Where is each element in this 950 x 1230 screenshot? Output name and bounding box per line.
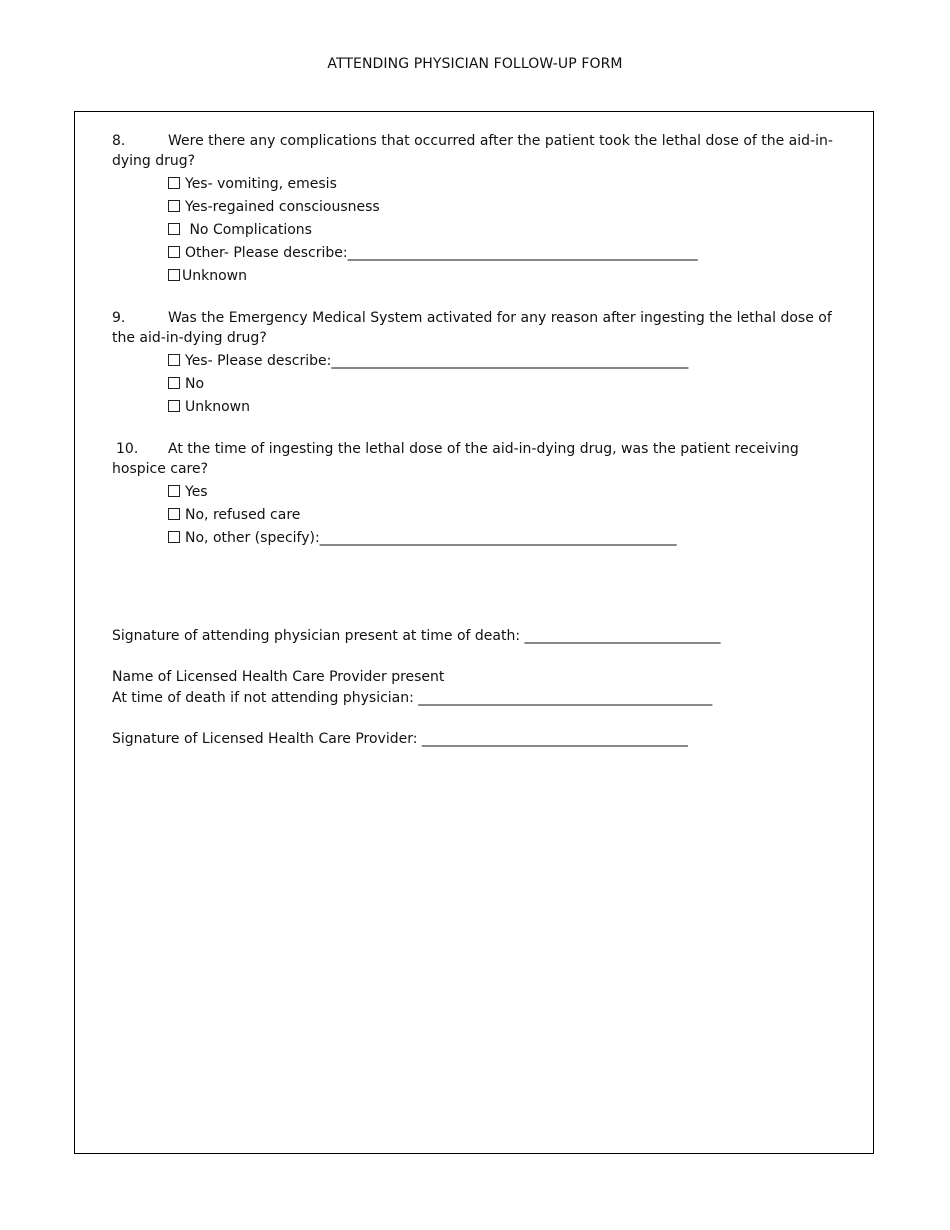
spacer bbox=[112, 647, 837, 667]
checkbox-icon[interactable] bbox=[168, 400, 180, 412]
checkbox-icon[interactable] bbox=[168, 177, 180, 189]
checkbox-icon[interactable] bbox=[168, 200, 180, 212]
option-label: No Complications bbox=[185, 222, 312, 238]
option-q9-no[interactable] bbox=[168, 373, 837, 396]
option-label: Other- Please describe:__________________________________________________ bbox=[185, 245, 698, 261]
checkbox-icon[interactable] bbox=[168, 354, 180, 366]
question-8-number: 8. bbox=[112, 133, 126, 149]
question-9-options bbox=[168, 350, 837, 419]
option-label: Unknown bbox=[182, 268, 247, 284]
page-title: ATTENDING PHYSICIAN FOLLOW-UP FORM bbox=[327, 56, 623, 72]
attending-signature-line[interactable]: Signature of attending physician present at time of death: ____________________________ bbox=[112, 628, 721, 644]
option-label: Yes bbox=[185, 484, 208, 500]
option-q8-vomiting[interactable] bbox=[168, 173, 837, 196]
provider-signature-line[interactable]: Signature of Licensed Health Care Provider: ______________________________________ bbox=[112, 731, 688, 747]
spacer bbox=[112, 550, 837, 626]
option-q10-refused-care[interactable] bbox=[168, 504, 837, 527]
option-q10-other[interactable] bbox=[168, 527, 837, 550]
checkbox-icon[interactable] bbox=[168, 508, 180, 520]
option-label: Unknown bbox=[185, 399, 250, 415]
spacer bbox=[112, 419, 837, 439]
question-9 bbox=[112, 308, 837, 419]
option-q10-yes[interactable] bbox=[168, 481, 837, 504]
checkbox-icon[interactable] bbox=[168, 269, 180, 281]
question-8-text bbox=[112, 131, 837, 171]
option-q8-regained-consciousness[interactable] bbox=[168, 196, 837, 219]
provider-name-label: Name of Licensed Health Care Provider present bbox=[112, 669, 445, 685]
option-label: Yes-regained consciousness bbox=[185, 199, 380, 215]
checkbox-icon[interactable] bbox=[168, 377, 180, 389]
spacer bbox=[112, 288, 837, 308]
option-q8-other[interactable] bbox=[168, 242, 837, 265]
question-10 bbox=[112, 439, 837, 550]
option-label: No, refused care bbox=[185, 507, 301, 523]
checkbox-icon[interactable] bbox=[168, 223, 180, 235]
question-10-number: 10. bbox=[116, 441, 139, 457]
question-8-label: Were there any complications that occurred after the patient took the lethal dose of the aid-in-dying drug? bbox=[112, 133, 833, 169]
option-label: No bbox=[185, 376, 205, 392]
option-q8-no-complications[interactable] bbox=[168, 219, 837, 242]
option-label: Yes- vomiting, emesis bbox=[185, 176, 337, 192]
checkbox-icon[interactable] bbox=[168, 485, 180, 497]
option-label: No, other (specify):___________________________________________________ bbox=[185, 530, 677, 546]
question-9-label: Was the Emergency Medical System activated for any reason after ingesting the lethal dose of the aid-in-dying drug? bbox=[112, 310, 832, 346]
question-9-number: 9. bbox=[112, 310, 126, 326]
checkbox-icon[interactable] bbox=[168, 246, 180, 258]
question-8-options bbox=[168, 173, 837, 288]
spacer bbox=[112, 709, 837, 729]
form-content bbox=[112, 131, 837, 750]
question-10-label: At the time of ingesting the lethal dose of the aid-in-dying drug, was the patient receiving hospice care? bbox=[112, 441, 799, 477]
option-label: Yes- Please describe:___________________________________________________ bbox=[185, 353, 689, 369]
option-q8-unknown[interactable] bbox=[168, 265, 837, 288]
question-10-options bbox=[168, 481, 837, 550]
provider-name-line[interactable]: At time of death if not attending physician: __________________________________________ bbox=[112, 690, 713, 706]
question-8 bbox=[112, 131, 837, 288]
question-10-text bbox=[112, 439, 837, 479]
question-9-text bbox=[112, 308, 837, 348]
option-q9-yes[interactable] bbox=[168, 350, 837, 373]
option-q9-unknown[interactable] bbox=[168, 396, 837, 419]
checkbox-icon[interactable] bbox=[168, 531, 180, 543]
